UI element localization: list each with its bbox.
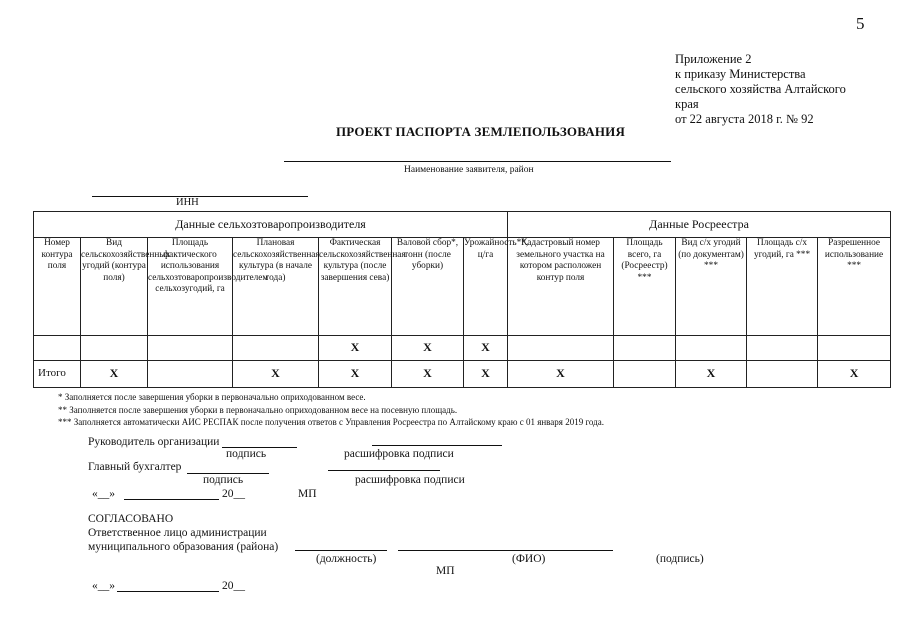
column-header: Урожайность**, ц/га — [464, 238, 508, 336]
date-year-agreed: 20__ — [222, 580, 245, 592]
table-cell[interactable] — [508, 336, 614, 361]
table-cell[interactable] — [148, 361, 233, 388]
column-header: Площадь с/х угодий, га *** — [747, 238, 818, 336]
inn-line — [92, 196, 308, 197]
table-cell[interactable] — [233, 336, 319, 361]
responsible-line1: Ответственное лицо администрации — [88, 527, 267, 539]
column-header: Валовой сбор*, тонн (после уборки) — [392, 238, 464, 336]
table-cell: X — [392, 361, 464, 388]
signature-caption-agreed: (подпись) — [656, 553, 704, 565]
column-header: Разрешенное использование *** — [818, 238, 891, 336]
table-cell[interactable] — [747, 336, 818, 361]
column-header: Плановая сельскохозяйственная культура (в начале года) — [233, 238, 319, 336]
table-cell: X — [319, 336, 392, 361]
column-header: Площадь всего, га (Росреестр) *** — [614, 238, 676, 336]
inn-caption: ИНН — [176, 197, 199, 208]
table-cell[interactable] — [614, 336, 676, 361]
column-header: Вид сельскохозяйственных угодий (контура поля) — [81, 238, 148, 336]
responsible-line2: муниципального образования (района) — [88, 541, 279, 553]
fio-caption: (ФИО) — [512, 553, 546, 565]
accountant-label: Главный бухгалтер — [88, 461, 182, 473]
signature-caption: подпись — [203, 474, 244, 486]
table-cell: X — [464, 361, 508, 388]
decoding-caption: расшифровка подписи — [355, 474, 465, 486]
head-label: Руководитель организации — [88, 436, 220, 448]
column-header: Кадастровый номер земельного участка на котором расположен контур поля — [508, 238, 614, 336]
signature-caption: подпись — [226, 448, 267, 460]
table-cell: X — [233, 361, 319, 388]
table-cell: X — [464, 336, 508, 361]
group-header-producer: Данные сельхозтоваропроизводителя — [34, 212, 508, 238]
position-line[interactable] — [295, 550, 387, 551]
agreed-heading: СОГЛАСОВАНО — [88, 513, 174, 525]
table-cell: X — [319, 361, 392, 388]
date-month-line[interactable] — [124, 499, 219, 500]
table-cell: X — [676, 361, 747, 388]
table-cell: X — [81, 361, 148, 388]
table-cell[interactable] — [614, 361, 676, 388]
date-month-line-agreed[interactable] — [117, 591, 219, 592]
footnote: ** Заполняется после завершения уборки в первоначально оприходованном весе на посевную площадь. — [58, 404, 458, 415]
appendix-line: края — [675, 97, 699, 111]
stamp-place-agreed: МП — [436, 565, 455, 577]
column-header: Фактическая сельскохозяйственная культура (после завершения сева) — [319, 238, 392, 336]
column-header: Площадь фактического использования сельхозтоваропроизводителем сельхозугодий, га — [148, 238, 233, 336]
footnote: * Заполняется после завершения уборки в первоначально оприходованном весе. — [58, 392, 366, 402]
page-number: 5 — [856, 14, 865, 33]
accountant-decoding-line[interactable] — [328, 470, 440, 471]
table-row-total — [34, 361, 891, 388]
table-cell[interactable] — [34, 336, 81, 361]
table-row — [34, 336, 891, 361]
table-cell: X — [392, 336, 464, 361]
applicant-line — [284, 161, 671, 162]
head-decoding-line[interactable] — [372, 445, 502, 446]
footnotes — [58, 391, 604, 429]
appendix-line: к приказу Министерства — [675, 67, 806, 81]
table-cell[interactable] — [676, 336, 747, 361]
stamp-place: МП — [298, 488, 317, 500]
column-header: Вид с/х угодий (по документам) *** — [676, 238, 747, 336]
appendix-line: от 22 августа 2018 г. № 92 — [675, 112, 814, 126]
date-day: «__» — [92, 488, 115, 500]
appendix-line: сельского хозяйства Алтайского — [675, 82, 846, 96]
position-caption: (должность) — [316, 553, 377, 565]
total-label: Итого — [34, 361, 81, 388]
table-cell[interactable] — [148, 336, 233, 361]
appendix-line: Приложение 2 — [675, 52, 752, 66]
table-cell[interactable] — [818, 336, 891, 361]
fio-line[interactable] — [398, 550, 613, 551]
table-cell: X — [508, 361, 614, 388]
table-cell[interactable] — [747, 361, 818, 388]
column-header: Номер контура поля — [34, 238, 81, 336]
group-header-registry: Данные Росреестра — [508, 212, 891, 238]
document-title: ПРОЕКТ ПАСПОРТА ЗЕМЛЕПОЛЬЗОВАНИЯ — [336, 124, 626, 139]
appendix-block — [675, 52, 846, 127]
table-cell: X — [818, 361, 891, 388]
table-cell[interactable] — [81, 336, 148, 361]
applicant-caption: Наименование заявителя, район — [404, 165, 534, 175]
footnote: *** Заполняется автоматически АИС РЕСПАК после получения ответов с Управления Росреестра по Алтайскому краю с 01 января 2019 года. — [58, 417, 604, 427]
passport-table — [33, 211, 891, 388]
decoding-caption: расшифровка подписи — [344, 448, 454, 460]
date-day-agreed: «__» — [92, 580, 115, 592]
date-year: 20__ — [222, 488, 245, 500]
